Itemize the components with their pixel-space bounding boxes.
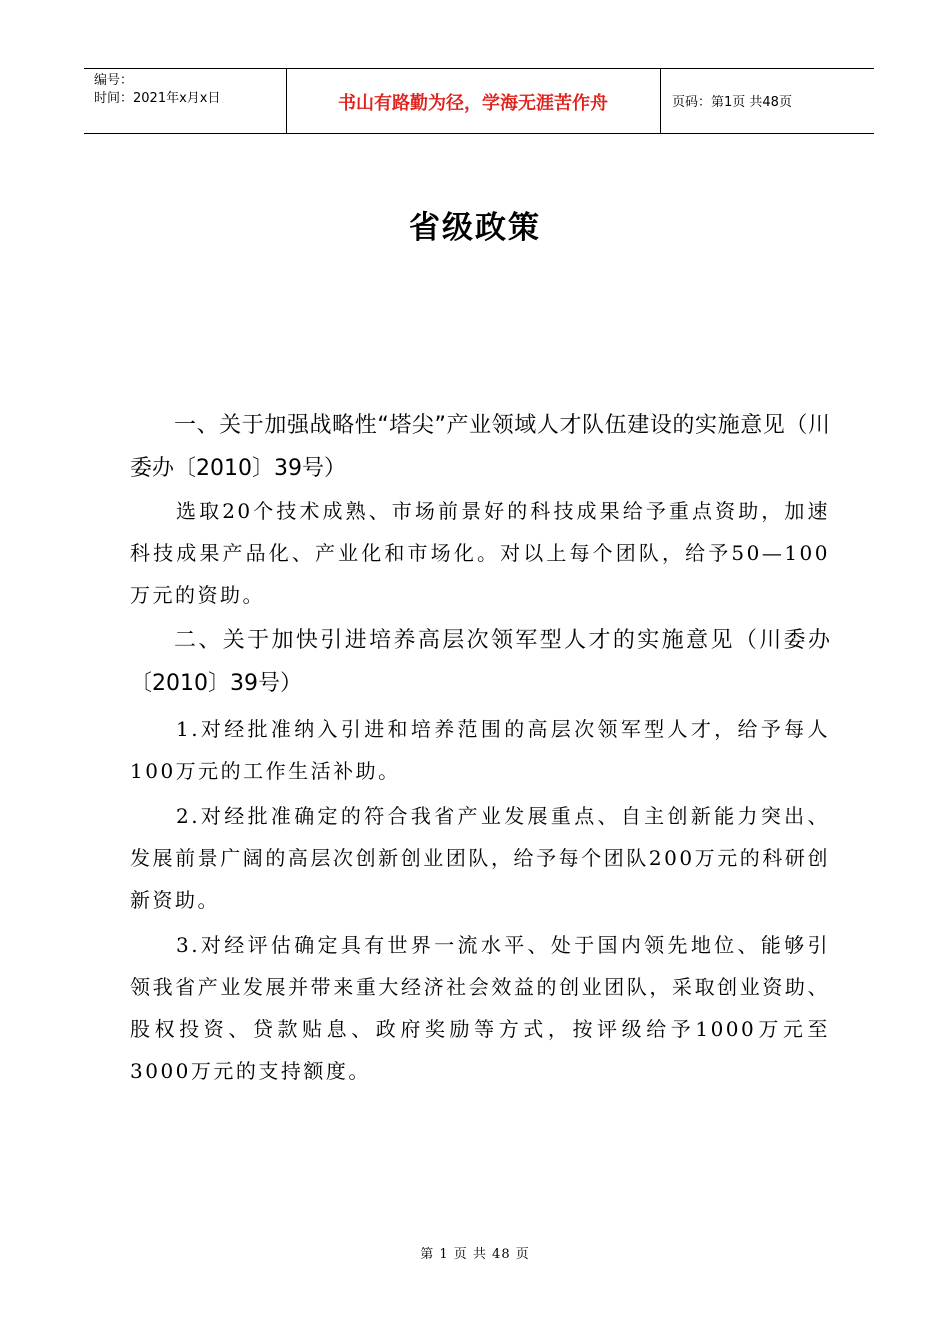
header-motto-cell [286, 69, 661, 133]
header-meta-cell [84, 69, 287, 133]
header-motto: 书山有路勤为径，学海无涯苦作舟 [338, 93, 608, 114]
page-title: 省级政策 [409, 210, 541, 246]
header-page-info: 页码：第1页 共48页 [672, 95, 792, 110]
document-header [84, 68, 874, 134]
document-time-label: 时间：2021年x月x日 [94, 91, 221, 106]
section-2-paragraph-2: 2.对经批准确定的符合我省产业发展重点、自主创新能力突出、发展前景广阔的高层次创新创业团队，给予每个团队200万元的科研创新资助。 [130, 804, 830, 912]
section-2-paragraph-3: 3.对经评估确定具有世界一流水平、处于国内领先地位、能够引领我省产业发展并带来重大经济社会效益的创业团队，采取创业资助、股权投资、贷款贴息、政府奖励等方式，按评级给予1000万元至3000万元的支持额度。 [130, 933, 830, 1083]
document-number-label: 编号： [94, 73, 134, 88]
page-footer: 第 1 页 共 48 页 [420, 1247, 530, 1262]
header-page-cell [660, 69, 874, 133]
section-1-paragraph-1: 选取20个技术成熟、市场前景好的科技成果给予重点资助，加速科技成果产品化、产业化和市场化。对以上每个团队，给予50—100万元的资助。 [130, 499, 830, 607]
section-heading-1: 一、关于加强战略性“塔尖”产业领域人才队伍建设的实施意见（川委办〔2010〕39号） [130, 413, 830, 481]
section-2-paragraph-1: 1.对经批准纳入引进和培养范围的高层次领军型人才，给予每人100万元的工作生活补助。 [130, 717, 830, 783]
section-heading-2: 二、关于加快引进培养高层次领军型人才的实施意见（川委办〔2010〕39号） [130, 628, 830, 696]
document-body [130, 404, 830, 1092]
